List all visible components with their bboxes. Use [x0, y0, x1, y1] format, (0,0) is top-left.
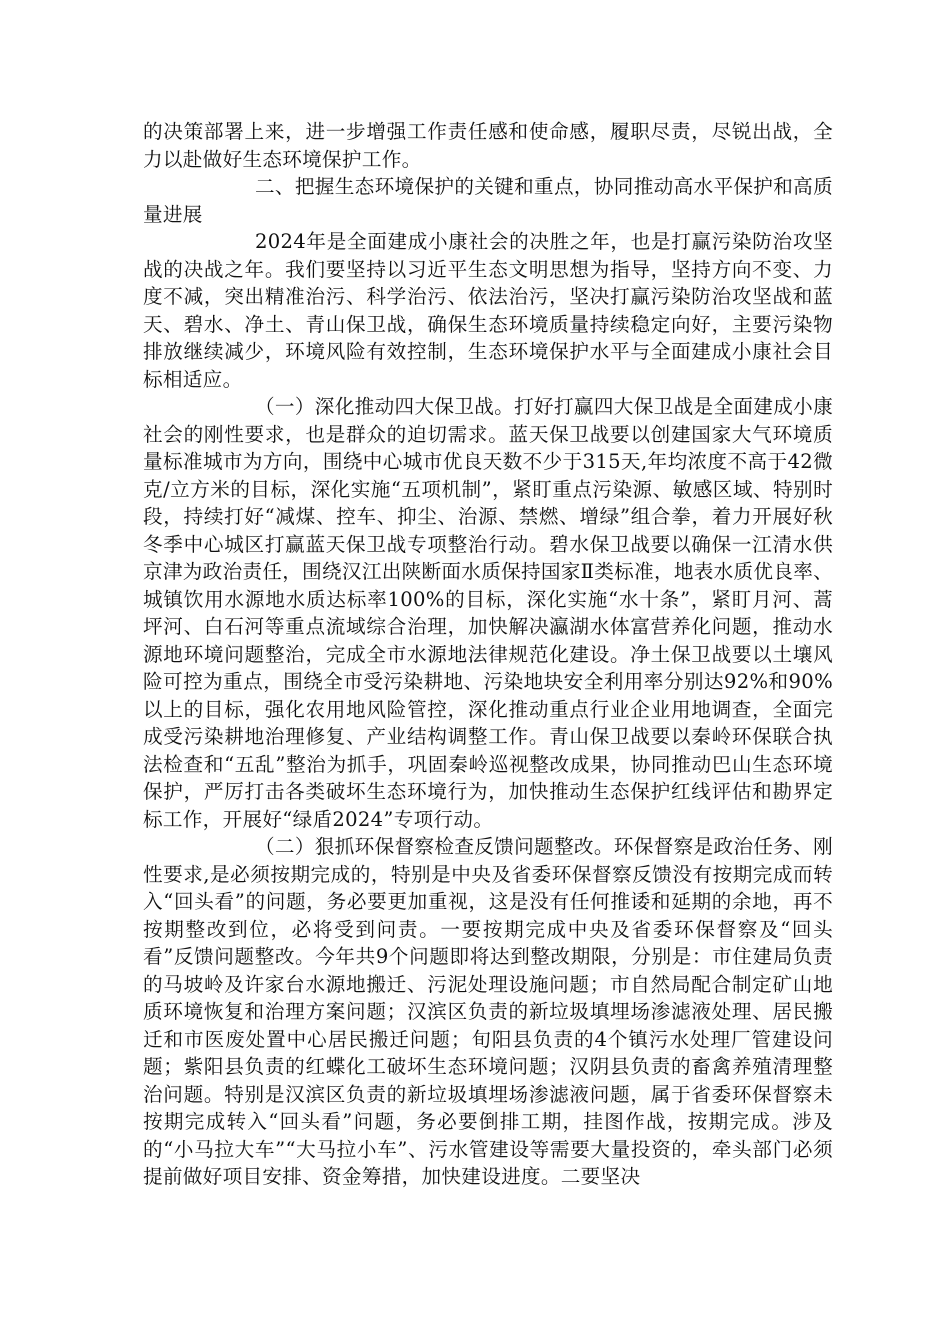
paragraph-inspection-rectification: （二）狠抓环保督察检查反馈问题整改。环保督察是政治任务、刚性要求,是必须按期完成的，特别是中央及省委环保督察反馈没有按期完成而转入“回头看”的问题，务必要更加重视，这是没有任何推诿和延期的余地，再不按期整改到位，必将受到问责。一要按期完成中央及省委环保督察及“回头看”反馈问题整改。今年共9个问题即将达到整改期限，分别是：市住建局负责的马坡岭及许家台水源地搬迁、污泥处理设施问题；市自然局配合制定矿山地质环境恢复和治理方案问题；汉滨区负责的新垃圾填埋场渗滤液处理、居民搬迁和市医废处置中心居民搬迁问题；旬阳县负责的4个镇污水处理厂管建设问题；紫阳县负责的红蝶化工破坏生态环境问题；汉阴县负责的畜禽养殖清理整治问题。特别是汉滨区负责的新垃圾填埋场渗滤液问题，属于省委环保督察未按期完成转入“回头看”问题，务必要倒排工期，挂图作战，按期完成。涉及的“小马拉大车”“大马拉小车”、污水管建设等需要大量投资的，牵头部门必须提前做好项目安排、资金筹措，加快建设进度。二要坚决: [143, 835, 833, 1188]
document-body: [143, 118, 833, 1191]
paragraph-continuation: 的决策部署上来，进一步增强工作责任感和使命感，履职尽责，尽锐出战，全力以赴做好生态环境保护工作。: [143, 120, 833, 171]
paragraph-intro: 2024年是全面建成小康社会的决胜之年，也是打赢污染防治攻坚战的决战之年。我们要坚持以习近平生态文明思想为指导，坚持方向不变、力度不减，突出精准治污、科学治污、依法治污，坚决打赢污染防治攻坚战和蓝天、碧水、净土、青山保卫战，确保生态环境质量持续稳定向好，主要污染物排放继续减少，环境风险有效控制，生态环境保护水平与全面建成小康社会目标相适应。: [143, 230, 833, 391]
section-heading: 二、把握生态环境保护的关键和重点，协同推动高水平保护和高质量进展: [143, 175, 833, 226]
paragraph-four-battles: （一）深化推动四大保卫战。打好打赢四大保卫战是全面建成小康社会的刚性要求，也是群众的迫切需求。蓝天保卫战要以创建国家大气环境质量标准城市为方向，围绕中心城市优良天数不少于315天,年均浓度不高于42微克/立方米的目标，深化实施“五项机制”，紧盯重点污染源、敏感区域、特别时段，持续打好“减煤、控车、抑尘、治源、禁燃、增绿”组合拳，着力开展好秋冬季中心城区打赢蓝天保卫战专项整治行动。碧水保卫战要以确保一江清水供京津为政治责任，围绕汉江出陕断面水质保持国家Ⅱ类标准，地表水质优良率、城镇饮用水源地水质达标率100%的目标，深化实施“水十条”，紧盯月河、蒿坪河、白石河等重点流域综合治理，加快解决瀛湖水体富营养化问题，推动水源地环境问题整治，完成全市水源地法律规范化建设。净土保卫战要以土壤风险可控为重点，围绕全市受污染耕地、污染地块安全利用率分别达92%和90%以上的目标，强化农用地风险管控，深化推动重点行业企业用地调查，全面完成受污染耕地治理修复、产业结构调整工作。青山保卫战要以秦岭环保联合执法检查和“五乱”整治为抓手，巩固秦岭巡视整改成果，协同推动巴山生态环境保护，严厉打击各类破坏生态环境行为，加快推动生态保护红线评估和勘界定标工作，开展好“绿盾2024”专项行动。: [143, 395, 834, 831]
